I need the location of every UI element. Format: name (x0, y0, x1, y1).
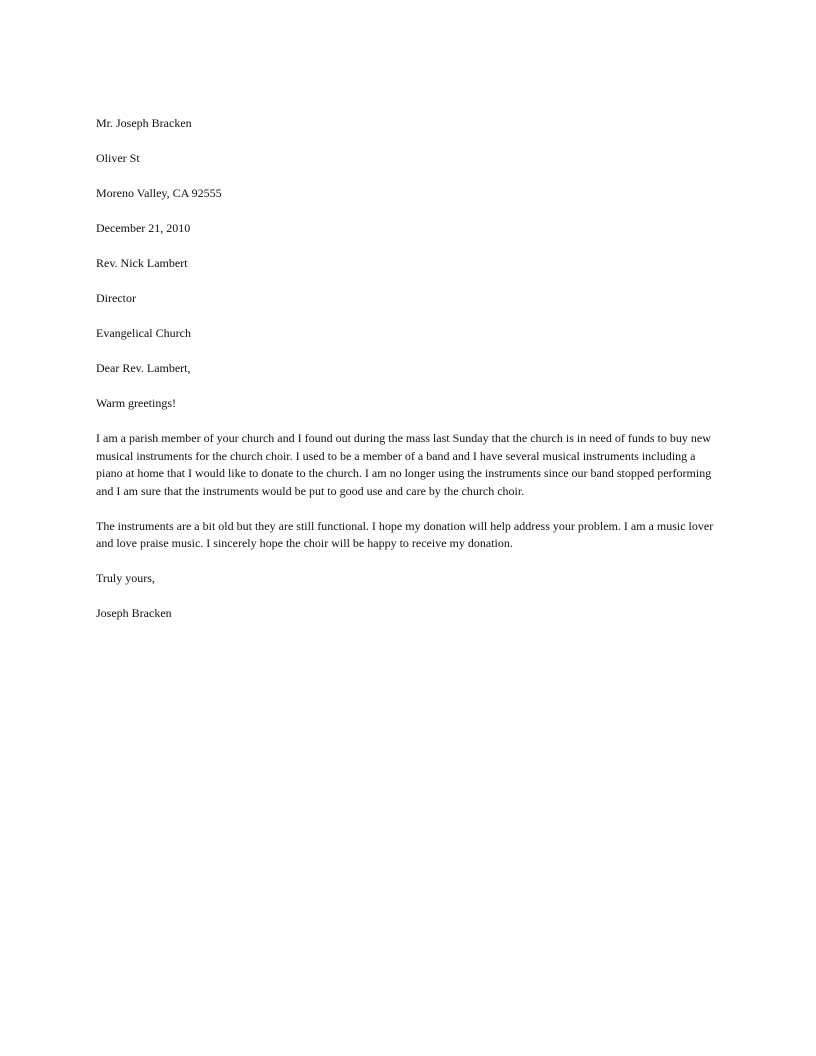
sender-name: Mr. Joseph Bracken (96, 116, 192, 130)
letter-body (96, 115, 720, 623)
letter-date: December 21, 2010 (96, 221, 191, 235)
closing: Truly yours, (96, 571, 155, 585)
recipient-title: Director (96, 291, 136, 305)
signature: Joseph Bracken (96, 606, 172, 620)
recipient-organization: Evangelical Church (96, 326, 191, 340)
sender-street: Oliver St (96, 151, 140, 165)
greeting: Warm greetings! (96, 396, 177, 410)
body-paragraph-2: The instruments are a bit old but they are still functional. I hope my donation will help address your problem. I am a music lover and love praise music. I sincerely hope the choir will be happy to receive my donation. (96, 518, 714, 550)
sender-city-state-zip: Moreno Valley, CA 92555 (96, 186, 222, 200)
recipient-name: Rev. Nick Lambert (96, 256, 188, 270)
salutation: Dear Rev. Lambert, (96, 361, 191, 375)
body-paragraph-1: I am a parish member of your church and I found out during the mass last Sunday that the church is in need of funds to buy new musical instruments for the church choir. I used to be a member of a band and I have several musical instruments including a piano at home that I would like to donate to the church. I am no longer using the instruments since our band stopped performing and I am sure that the instruments would be put to good use and care by the church choir. (96, 431, 712, 498)
